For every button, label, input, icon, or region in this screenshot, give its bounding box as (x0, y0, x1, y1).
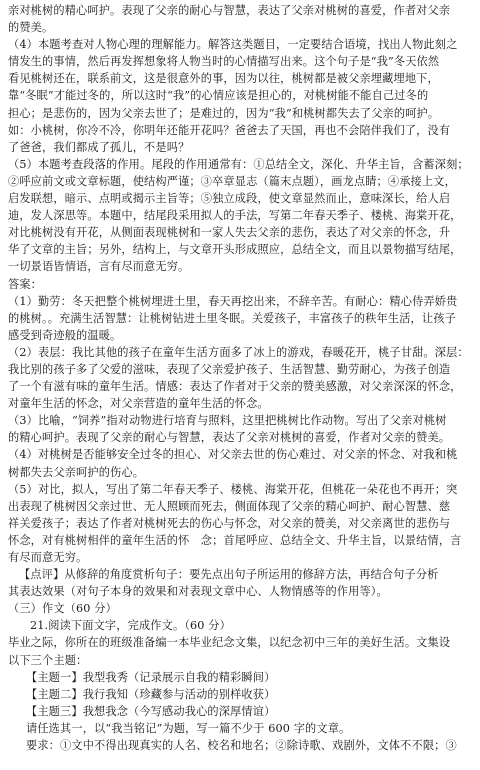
text-line: 了一个有滋有味的童年生活。情感：表达了作者对于父亲的赞美感激，对父亲深深的怀念， (8, 380, 462, 394)
text-line: （4）本题考查对人物心理的理解能力。解答这类题目，一定要结合语境，找出人物此刻之 (8, 38, 458, 52)
text-line: 亲对桃树的精心呵护。表现了父亲的耐心与智慧，表达了父亲对桃树的喜爱，作者对父亲 (8, 4, 451, 17)
text-line: （3）比喻，“饲养”指对动物进行培育与照料，这里把桃树比作动物。写出了父亲对桃树 (8, 414, 447, 428)
text-line: 【主题一】我型我秀（记录展示自我的精彩瞬间） (26, 670, 276, 684)
text-line: 看见桃树还在，联系前文，这是很意外的事，因为以往，桃树都是被父亲埋藏埋地下， (8, 72, 439, 86)
text-line: 如：小桃树，你冷不冷，你明年还能开花吗？爸爸去了天国，再也不会陪伴我们了，没有 (8, 123, 451, 137)
text-line: 出表现了桃树因父亲过世、无人照顾而死去，侧面体现了父亲的精心呵护、耐心智慧、慈 (8, 499, 451, 513)
text-line: 的桃树。。充满生活智慧：让桃树钻进土里冬眠。关爱孩子，丰富孩子的秩年生活，让孩子 (8, 311, 456, 325)
text-line: 【点评】从修辞的角度赏析句子：要先点出句子所运用的修辞方法，再结合句子分析 (19, 568, 439, 582)
text-line: 我比别的孩子多了父爱的滋味，表现了父亲爱护孩子、生活智慧、勤劳耐心，为孩子创造 (8, 362, 451, 376)
text-line: 毕业之际，你所在的班级准备编一本毕业纪念文集，以纪念初中三年的美好生活。文集设 (8, 636, 451, 650)
text-line: （1）勤劳：冬天把整个桃树埋进土里，春天再挖出来，不辞辛苦。有耐心：精心侍弄娇贵 (8, 294, 458, 308)
text-line: 请任选其一，以“我当铭记”为题，写一篇不少于 600 字的文章。 (26, 721, 351, 735)
text-line: 情发生的事情，然后再发挥想象将人物当时的心情描写出来。这个句子是“我”冬天依然 (8, 55, 440, 69)
text-line: （5）对比，拟人，写出了第二年春天季子、楼桃、海棠开花，但桃花一朵花也不再开；突 (8, 482, 458, 496)
text-line: 迪，发人深思等。本题中，结尾段采用拟人的手法，写第二年春天季子、楼桃、海棠开花， (8, 209, 462, 223)
text-line: 对比桃树没有开花，从侧面表现桃树和一家人失去父亲的悲伤，表达了对父亲的怀念，升 (8, 226, 451, 240)
text-line: 答案： (8, 277, 43, 291)
text-line: 华了文章的主旨；另外，结构上，与文章开头形成照应，总结全文，而且以景物描写结尾， (8, 243, 462, 257)
text-line: 启发联想，暗示、点明或揭示主旨等；⑤独立成段，使文章显然而止，意味深长，给人启 (8, 192, 451, 206)
text-line: （4）对桃树是否能够安全过冬的担心、对父亲去世的伤心难过、对父亲的怀念、对我和桃 (8, 448, 458, 462)
text-line: 以下三个主题： (8, 653, 88, 667)
text-line: 怀念，对有桃树相伴的童年生活的怀 念；首尾呼应、总结全文、升华主旨，以景结情，言 (8, 533, 462, 547)
text-line: （2）表层：我比其他的孩子在童年生活方面多了冰上的游戏，春暖花开，桃子甘甜。深层： (8, 345, 469, 359)
text-line: （5）本题考查段落的作用。尾段的作用通常有：①总结全文，深化、升华主旨，含蓄深刻； (8, 157, 469, 171)
text-line: 祥关爱孩子；表达了作者对桃树死去的伤心与怀念，对父亲的赞美，对父亲离世的悲伤与 (8, 516, 451, 530)
text-line: 担心；是悲伤的，因为父亲去世了；是难过的，因为“我”和桃树都失去了父亲的呵护。 (8, 106, 440, 120)
text-line: 一切景语皆情语，言有尽而意无穷。 (8, 260, 190, 274)
text-line: 靠“冬眠”才能过冬的，所以这时“我”的心情应该是担心的，对桃树能不能自己过冬的 (8, 89, 429, 103)
text-line: 的精心呵护。表现了父亲的耐心与智慧，表达了父亲对桃树的喜爱，作者对父亲的赞美。 (8, 431, 451, 445)
text-line: 感受到奇迹般的温暖。 (8, 328, 122, 342)
text-line: 树都失去父亲呵护的伤心。 (8, 465, 145, 479)
text-line: 【主题三】我想我念（今写感动我心的深厚情谊） (26, 704, 276, 718)
text-line: （三）作文（60 分） (8, 602, 117, 616)
text-line: ②呼应前文或文章标题，使结构严谨；③卒章显志（篇末点题），画龙点睛；④承接上文， (8, 174, 456, 188)
text-line: 其表达效果（对句子本身的效果和对表现文章中心、人物情感等的作用等）。 (8, 585, 388, 599)
text-line: 对童年生活的怀念，对父亲营造的童年生活的怀念。 (8, 397, 269, 411)
text-line: 有尽而意无穷。 (8, 551, 88, 564)
text-line: 21.阅读下面文字，完成作文。（60 分） (30, 619, 231, 633)
text-line: 了爸爸，我们都成了孤儿，不是吗？ (8, 140, 190, 154)
text-line: 要求：①文中不得出现真实的人名、校名和地名；②除诗歌、戏剧外，文体不不限；③ (26, 739, 457, 753)
text-line: 的赞美。 (8, 21, 54, 35)
text-line: 【主题二】我行我知（珍藏参与活动的别样收获） (26, 687, 276, 701)
